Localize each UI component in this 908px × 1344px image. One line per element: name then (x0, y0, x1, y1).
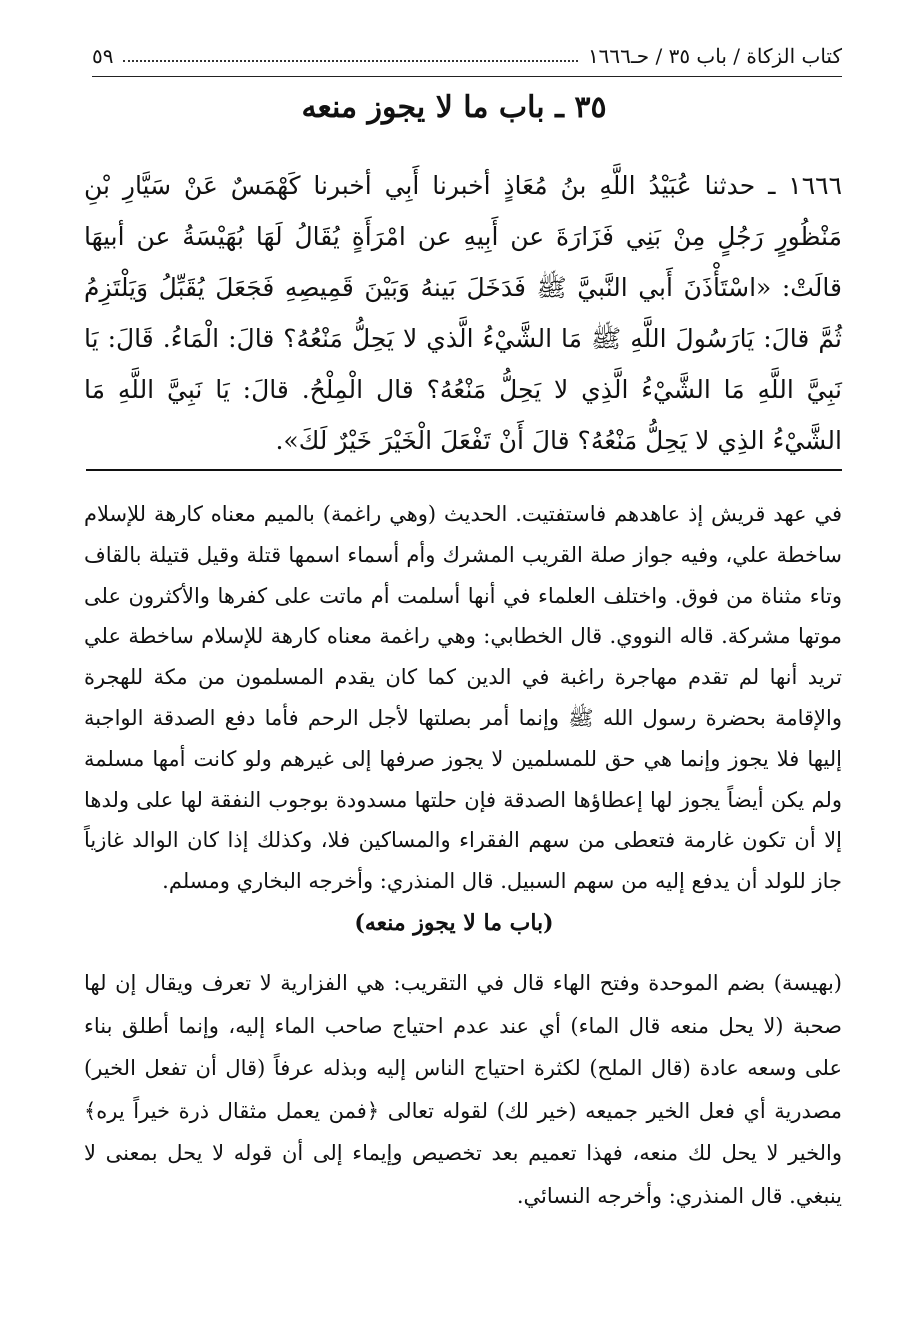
notes-text: (بهيسة) بضم الموحدة وفتح الهاء قال في التقريب: هي الفزارية لا تعرف ويقال إن لها صحبة (لا يحل منعه قال الماء) أي عند عدم احتياج صاحب الماء إليه، وإنما أطلق بناء على وسعه عادة (قال الملح) لكثرة احتياج الناس إليه وبذله عرفاً (قال أن تفعل الخير) مصدرية أي فعل الخير جميعه (خير لك) لقوله تعالى ﴿فمن يعمل مثقال ذرة خيراً يره﴾ والخير لا يحل لك منعه، فهذا تعميم بعد تخصيص وإيماء إلى أن قوله لا يحل بمعنى لا ينبغي. قال المنذري: وأخرجه النسائي. (84, 971, 842, 1208)
running-header (92, 36, 842, 77)
hadith-text: ١٦٦٦ ـ حدثنا عُبَيْدُ اللَّهِ بنُ مُعَاذٍ أخبرنا أَبِي أخبرنا كَهْمَسٌ عَنْ سَيَّارِ بْنِ مَنْظُورٍ رَجُلٍ مِنْ بَنِي فَزَارَةَ عن أَبِيهِ عن امْرَأَةٍ يُقَالُ لَهَا بُهَيْسَةُ عن أبيهَا قالَتْ: «اسْتَأْذَنَ أَبي النَّبيَّ ﷺ فَدَخَلَ بَينهُ وَبَيْنَ قَمِيصِهِ فَجَعَلَ يُقَبِّلُ وَيَلْتَزِمُ ثُمَّ قالَ: يَارَسُولَ اللَّهِ ﷺ مَا الشَّيْءُ الَّذي لا يَحِلُّ مَنْعُهُ؟ قالَ: الْمَاءُ. قَالَ: يَا نَبِيَّ اللَّهِ مَا الشَّيْءُ الَّذِي لا يَحِلُّ مَنْعُهُ؟ قال الْمِلْحُ. قالَ: يَا نَبِيَّ اللَّهِ مَا الشَّيْءُ الذِي لا يَحِلُّ مَنْعُهُ؟ قالَ أَنْ تَفْعَلَ الْخَيْرَ خَيْرٌ لَكَ». (84, 171, 842, 455)
chapter-title: ٣٥ ـ باب ما لا يجوز منعه (301, 90, 607, 125)
section-divider (86, 469, 842, 471)
page-number: ٥٩ (92, 44, 114, 68)
subsection-title: (باب ما لا يجوز منعه) (354, 910, 554, 936)
header-book-reference: كتاب الزكاة / باب ٣٥ / حـ١٦٦٦ (587, 44, 842, 68)
commentary-text: في عهد قريش إذ عاهدهم فاستفتيت. الحديث (وهي راغمة) بالميم معناه كارهة للإسلام ساخطة علي، وفيه جواز صلة القريب المشرك وأم أسماء اسمها قتلة وقيل قتيلة بالقاف وتاء مثناة من فوق. واختلف العلماء في أنها أسلمت أم ماتت على كفرها والأكثرون على موتها مشركة. قاله النووي. قال الخطابي: وهي راغمة معناه كارهة للإسلام ساخطة علي تريد أنها لم تقدم مهاجرة راغبة في الدين كما كان يقدم المسلمون من مكة للهجرة والإقامة بحضرة رسول الله ﷺ وإنما أمر بصلتها لأجل الرحم فأما دفع الصدقة الواجبة إليها فلا يجوز وإنما هي حق للمسلمين لا يجوز صرفها إلى غيرهم ولو كانت أمها مسلمة ولم يكن أيضاً يجوز لها إعطاؤها الصدقة فإن حلتها مسدودة بوجوب النفقة لها على ولدها إلا أن تكون غارمة فتعطى من سهم الفقراء والمساكين فلا، وكذلك إذا كان الوالد غازياً جاز للولد أن يدفع إليه من سهم السبيل. قال المنذري: وأخرجه البخاري ومسلم. (84, 502, 842, 894)
dotted-leader (123, 50, 577, 62)
